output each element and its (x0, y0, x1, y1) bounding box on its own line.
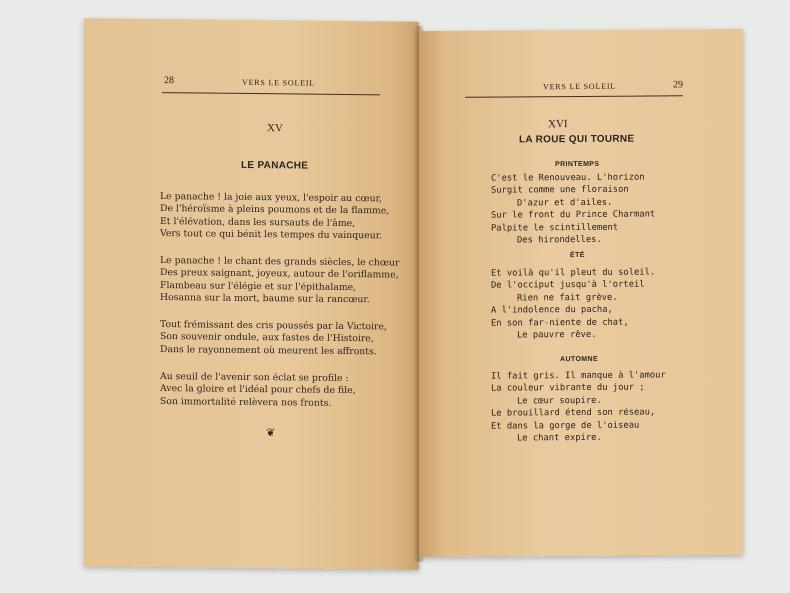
verse-line: Et dans la gorge de l'oiseau (491, 420, 640, 432)
right-page (419, 29, 743, 557)
running-head: VERS LE SOLEIL (543, 81, 616, 92)
verse-line: Le panache ! le chant des grands siècles, le chœur (160, 255, 400, 269)
poem-title: LE PANACHE (241, 159, 309, 172)
verse-line: Tout frémissant des cris poussés par la Victoire, (160, 319, 387, 333)
left-page (84, 18, 419, 570)
verse-line: Son immortalité relèvera nos fronts. (160, 395, 332, 409)
verse-line: De l'occiput jusqu'à l'orteil (491, 279, 645, 292)
stanza (491, 369, 666, 445)
running-head: VERS LE SOLEIL (242, 77, 315, 88)
verse-line: C'est le Renouveau. L'horizon (491, 172, 645, 184)
verse-line: A l'indolence du pacha, (491, 304, 613, 316)
stanza (491, 171, 655, 247)
verse-line: Au seuil de l'avenir son éclat se profile : (160, 371, 349, 385)
stanza (491, 266, 655, 342)
verse-line: Vers tout ce qui bénit les tempes du vainqueur. (160, 227, 383, 242)
verse-line: Son souvenir ondule, aux fastes de l'Histoire, (160, 331, 374, 345)
verse-line: Le brouillard étend son réseau, (491, 407, 656, 419)
verse-line: De l'héroïsme à pleins poumons et de la flamme, (160, 203, 390, 217)
verse-line: Le cœur soupire. (517, 395, 602, 407)
verse-line: Et l'élévation, dans les sursauts de l'âme, (160, 215, 356, 229)
verse-line: Sur le front du Prince Charmant (491, 209, 656, 221)
poem-title: LA ROUE QUI TOURNE (519, 133, 635, 146)
stanza (160, 191, 389, 243)
stanza (160, 371, 356, 410)
section-heading: ÉTÉ (570, 251, 585, 260)
verse-line: Des preux saignant, joyeux, autour de l'oriflamme, (160, 267, 399, 281)
header-rule (162, 92, 380, 95)
verse-line: Il fait gris. Il manque à l'amour (491, 370, 666, 382)
verse-line: En son far-niente de chat, (491, 317, 629, 329)
stanza (160, 255, 400, 307)
verse-line: Dans le rayonnement où meurent les affronts. (160, 343, 377, 357)
verse-line: Le panache ! la joie aux yeux, l'espoir au cœur, (160, 191, 382, 205)
section-heading: AUTOMNE (560, 355, 599, 364)
verse-line: Surgit comme une floraison (491, 185, 629, 197)
header-rule (465, 95, 683, 98)
fleuron-ornament: ❦ (266, 426, 276, 440)
section-heading: PRINTEMPS (555, 160, 600, 169)
verse-line: Avec la gloire et l'idéal pour chefs de file, (160, 383, 356, 397)
verse-line: D'azur et d'ailes. (517, 197, 613, 209)
verse-line: La couleur vibrante du jour ; (491, 382, 645, 395)
poem-number: XV (267, 122, 283, 135)
verse-line: Le chant expire. (517, 432, 602, 444)
stanza (160, 319, 387, 358)
verse-line: Flambeau sur l'élégie et sur l'épithalame, (160, 279, 357, 293)
poem-number: XVI (548, 118, 568, 131)
page-number: 29 (673, 79, 683, 91)
verse-line: Hosanna sur la mort, baume sur la rancœur. (160, 291, 370, 306)
verse-line: Rien ne fait grève. (517, 292, 618, 304)
page-number: 28 (164, 75, 174, 87)
verse-line: Palpite le scintillement (491, 222, 619, 234)
verse-line: Le pauvre rêve. (517, 329, 597, 341)
verse-line: Et voilà qu'il pleut du soleil. (491, 267, 656, 279)
verse-line: Des hirondelles. (517, 234, 602, 246)
